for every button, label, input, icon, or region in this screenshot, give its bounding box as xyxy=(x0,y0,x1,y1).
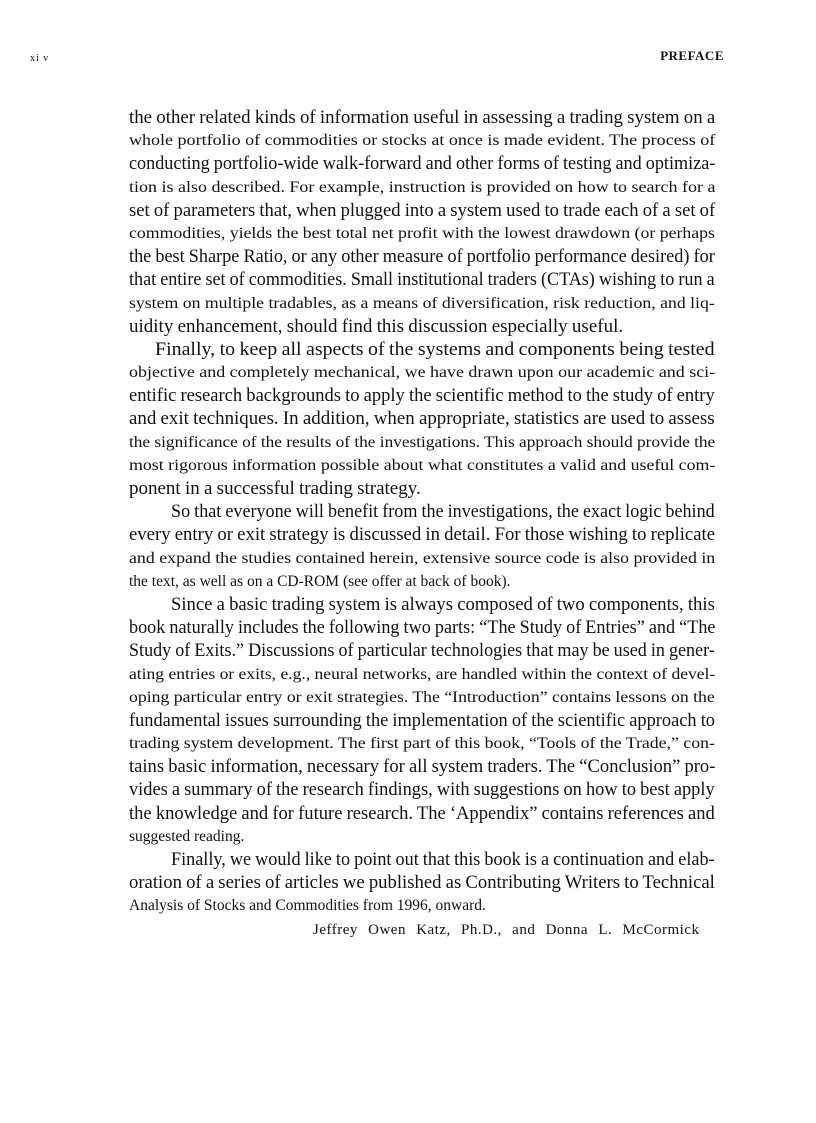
text-line: most rigorous information possible about what constitutes a valid and useful com- xyxy=(129,456,716,474)
text-line: the significance of the results of the investigations. This approach should provide the xyxy=(129,433,716,451)
page-number: xi v xyxy=(30,53,50,64)
text-line: that entire set of commodities. Small institutional traders (CTAs) wishing to run a xyxy=(129,269,715,291)
text-line: vides a summary of the research findings, with suggestions on how to best apply xyxy=(129,779,715,801)
text-line: Study of Exits.” Discussions of particular technologies that may be used in gener- xyxy=(129,640,715,662)
text-line: set of parameters that, when plugged into a system used to trade each of a set of xyxy=(129,199,716,221)
text-line: tion is also described. For example, instruction is provided on how to search for a xyxy=(129,178,716,196)
text-line: objective and completely mechanical, we have drawn upon our academic and sci- xyxy=(129,364,716,382)
text-line: the knowledge and for future research. The ‘Appendix” contains references and xyxy=(129,802,715,824)
text-line: Analysis of Stocks and Commodities from 1996, onward. xyxy=(129,897,486,915)
text-line: fundamental issues surrounding the implementation of the scientific approach to xyxy=(129,709,715,731)
text-line: the other related kinds of information useful in assessing a trading system on a xyxy=(129,107,716,128)
text-line: commodities, yields the best total net profit with the lowest drawdown (or perhaps xyxy=(129,224,715,242)
text-line: suggested reading. xyxy=(129,827,245,845)
text-line: trading system development. The first part of this book, “Tools of the Trade,” con- xyxy=(129,735,715,753)
text-line: Finally, to keep all aspects of the systems and components being tested xyxy=(155,338,715,360)
text-line: oration of a series of articles we published as Contributing Writers to Technical xyxy=(129,872,715,894)
text-line: the best Sharpe Ratio, or any other measure of portfolio performance desired) for xyxy=(129,246,715,268)
text-line: the text, as well as on a CD-ROM (see offer at back of book). xyxy=(129,572,511,590)
text-line: book naturally includes the following two parts: “The Study of Entries” and “The xyxy=(129,617,716,639)
text-line: conducting portfolio-wide walk-forward and other forms of testing and optimiza- xyxy=(129,153,716,175)
text-line: system on multiple tradables, as a means of diversification, risk reduction, and liq- xyxy=(129,294,715,312)
author-signature: Jeffrey Owen Katz, Ph.D., and Donna L. McCormick xyxy=(313,922,700,938)
text-line: So that everyone will benefit from the investigations, the exact logic behind xyxy=(171,501,715,523)
text-line: ponent in a successful trading strategy. xyxy=(129,478,421,499)
text-line: tains basic information, necessary for all system traders. The “Conclusion” pro- xyxy=(129,756,716,778)
text-line: and exit techniques. In addition, when appropriate, statistics are used to assess xyxy=(129,408,715,430)
running-head: PREFACE xyxy=(660,48,724,63)
text-line: entific research backgrounds to apply the scientific method to the study of entry xyxy=(129,385,715,407)
text-line: ating entries or exits, e.g., neural networks, are handled within the context of devel- xyxy=(129,665,716,683)
body-text xyxy=(129,106,715,918)
text-line: uidity enhancement, should find this discussion especially useful. xyxy=(129,315,624,337)
text-line: every entry or exit strategy is discussed in detail. For those wishing to replicate xyxy=(129,524,716,546)
text-line: Finally, we would like to point out that this book is a continuation and elab- xyxy=(171,849,715,870)
text-line: whole portfolio of commodities or stocks at once is made evident. The process of xyxy=(129,132,716,150)
text-line: Since a basic trading system is always composed of two components, this xyxy=(171,593,715,615)
text-line: oping particular entry or exit strategies. The “Introduction” contains lessons on the xyxy=(129,688,715,706)
text-line: and expand the studies contained herein, extensive source code is also provided in xyxy=(129,549,716,567)
